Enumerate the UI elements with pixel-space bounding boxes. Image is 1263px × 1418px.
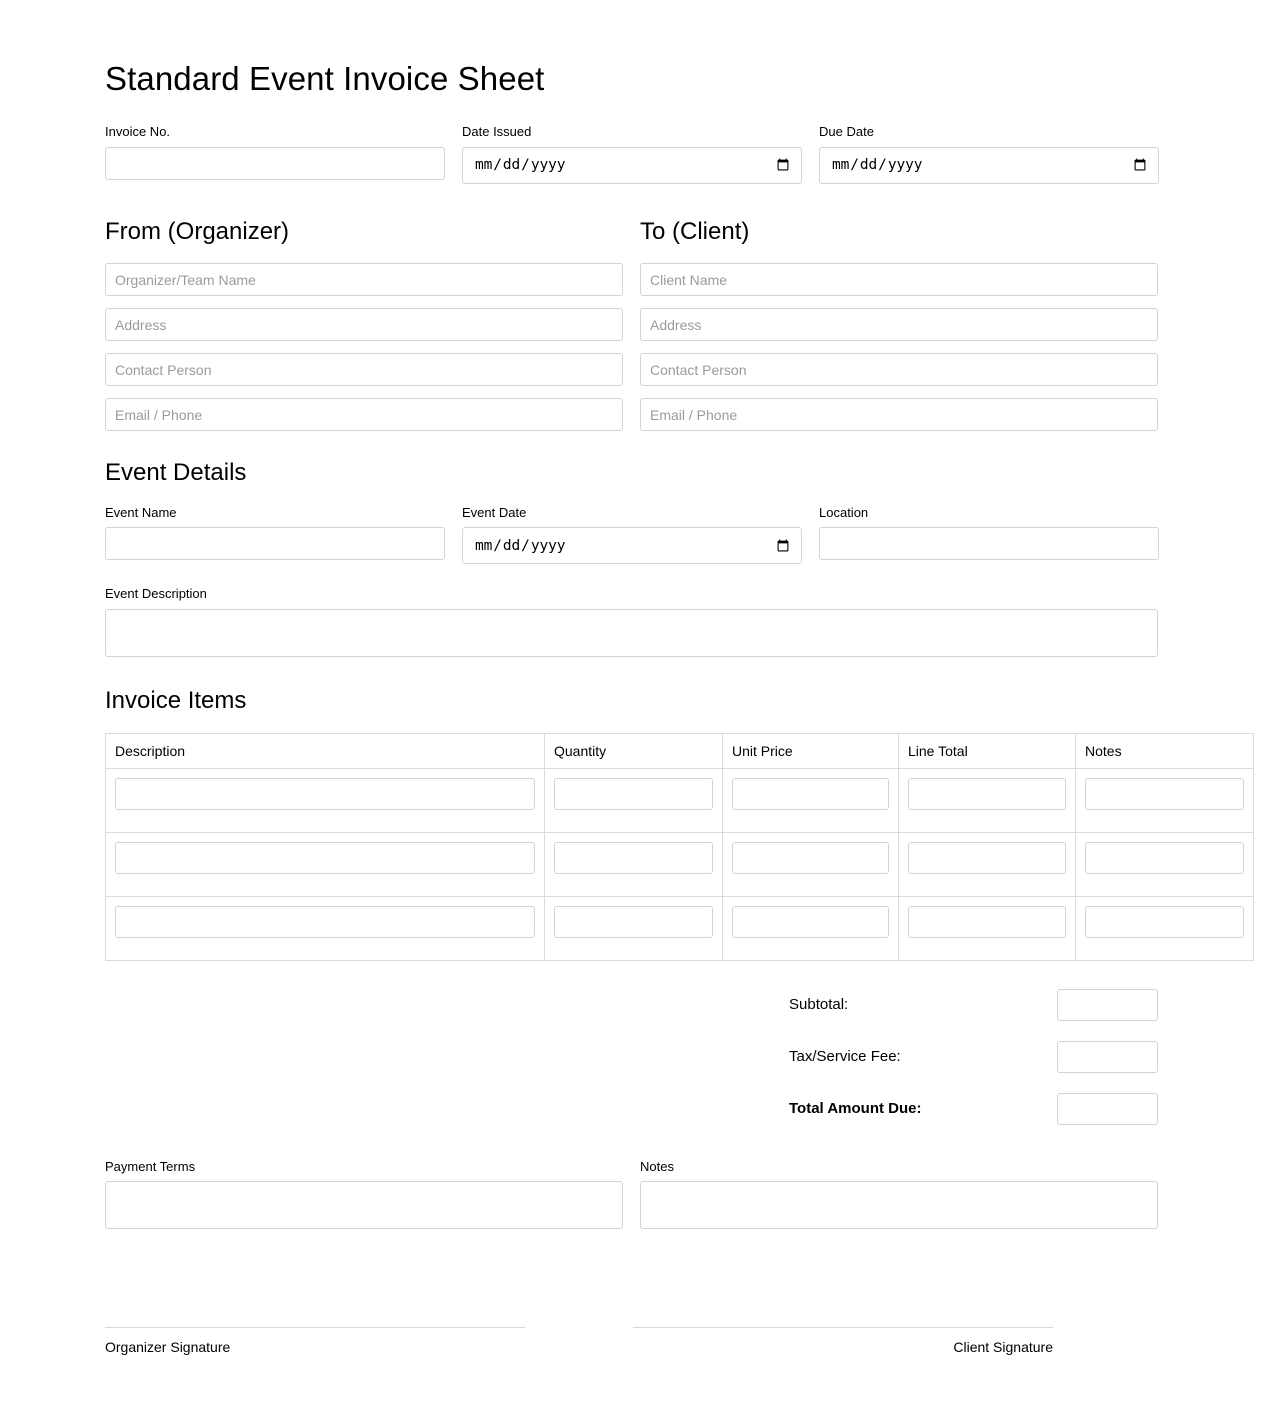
invoice-sheet <box>105 60 1158 1356</box>
organizer-signature-block <box>105 1327 525 1356</box>
cell-unit-price <box>723 832 899 896</box>
location-input[interactable] <box>819 527 1159 560</box>
cell-notes <box>1076 768 1254 832</box>
item-quantity-input[interactable] <box>554 906 713 938</box>
column-header-notes: Notes <box>1076 733 1254 768</box>
location-label: Location <box>819 504 869 520</box>
item-notes-input[interactable] <box>1085 906 1244 938</box>
total-amount-due-label: Total Amount Due: <box>789 1100 922 1117</box>
due-date-field-group <box>819 124 1159 184</box>
total-amount-due-input[interactable] <box>1057 1093 1158 1125</box>
invoice-items-table-body <box>106 768 1254 960</box>
cell-line-total <box>899 896 1076 960</box>
item-description-input[interactable] <box>115 906 535 938</box>
item-quantity-input[interactable] <box>554 842 713 874</box>
subtotal-label: Subtotal: <box>789 996 849 1013</box>
cell-quantity <box>545 768 723 832</box>
cell-quantity <box>545 896 723 960</box>
item-description-input[interactable] <box>115 842 535 874</box>
event-details-heading: Event Details <box>105 459 247 487</box>
subtotal-input[interactable] <box>1057 989 1158 1021</box>
item-quantity-input[interactable] <box>554 778 713 810</box>
subtotal-row <box>105 989 1158 1021</box>
organizer-signature-line[interactable] <box>105 1327 525 1328</box>
event-name-field-group <box>105 505 445 565</box>
item-notes-input[interactable] <box>1085 842 1244 874</box>
date-issued-field-group <box>462 124 802 184</box>
invoice-no-field-group <box>105 124 445 184</box>
item-line-total-input[interactable] <box>908 778 1066 810</box>
organizer-address-input[interactable] <box>105 308 623 341</box>
event-description-field-group <box>105 586 1158 657</box>
event-date-input[interactable] <box>462 527 802 564</box>
invoice-items-heading: Invoice Items <box>105 686 247 714</box>
payment-terms-label: Payment Terms <box>105 1158 196 1174</box>
event-details-row <box>105 505 1158 565</box>
event-date-field-group <box>462 505 802 565</box>
notes-label: Notes <box>640 1158 674 1174</box>
totals-section <box>105 989 1158 1125</box>
payment-terms-textarea[interactable] <box>105 1181 623 1229</box>
invoice-items-table <box>105 733 1254 961</box>
client-email-phone-input[interactable] <box>640 398 1158 431</box>
item-line-total-input[interactable] <box>908 906 1066 938</box>
client-contact-person-input[interactable] <box>640 353 1158 386</box>
due-date-label: Due Date <box>819 123 874 139</box>
event-date-label: Event Date <box>462 504 527 520</box>
date-issued-input[interactable] <box>462 147 802 184</box>
invoice-no-label: Invoice No. <box>105 123 171 139</box>
cell-unit-price <box>723 768 899 832</box>
table-row <box>106 832 1254 896</box>
organizer-name-input[interactable] <box>105 263 623 296</box>
cell-line-total <box>899 768 1076 832</box>
location-field-group <box>819 505 1159 565</box>
invoice-meta-row <box>105 124 1158 184</box>
payment-terms-field-group <box>105 1159 623 1230</box>
item-notes-input[interactable] <box>1085 778 1244 810</box>
client-signature-caption: Client Signature <box>953 1339 1053 1356</box>
parties-row <box>105 218 1158 432</box>
organizer-email-phone-input[interactable] <box>105 398 623 431</box>
client-name-input[interactable] <box>640 263 1158 296</box>
notes-field-group <box>640 1159 1158 1230</box>
client-address-input[interactable] <box>640 308 1158 341</box>
column-header-quantity: Quantity <box>545 733 723 768</box>
table-header-row <box>106 733 1254 768</box>
item-line-total-input[interactable] <box>908 842 1066 874</box>
cell-description <box>106 832 545 896</box>
cell-notes <box>1076 896 1254 960</box>
event-name-label: Event Name <box>105 504 177 520</box>
client-signature-block <box>633 1327 1053 1356</box>
cell-notes <box>1076 832 1254 896</box>
item-unit-price-input[interactable] <box>732 778 889 810</box>
tax-service-fee-label: Tax/Service Fee: <box>789 1048 901 1065</box>
invoice-no-input[interactable] <box>105 147 445 180</box>
date-issued-label: Date Issued <box>462 123 532 139</box>
cell-line-total <box>899 832 1076 896</box>
table-row <box>106 896 1254 960</box>
to-client-section <box>640 218 1158 432</box>
table-row <box>106 768 1254 832</box>
to-client-heading: To (Client) <box>640 217 750 245</box>
event-description-label: Event Description <box>105 586 207 602</box>
item-unit-price-input[interactable] <box>732 906 889 938</box>
column-header-description: Description <box>106 733 545 768</box>
cell-unit-price <box>723 896 899 960</box>
from-organizer-section <box>105 218 623 432</box>
from-organizer-heading: From (Organizer) <box>105 217 290 245</box>
terms-notes-row <box>105 1159 1158 1230</box>
page-title: Standard Event Invoice Sheet <box>105 60 545 97</box>
cell-description <box>106 768 545 832</box>
column-header-unit-price: Unit Price <box>723 733 899 768</box>
item-unit-price-input[interactable] <box>732 842 889 874</box>
column-header-line-total: Line Total <box>899 733 1076 768</box>
tax-service-fee-row <box>105 1041 1158 1073</box>
notes-textarea[interactable] <box>640 1181 1158 1229</box>
cell-description <box>106 896 545 960</box>
client-signature-line[interactable] <box>633 1327 1053 1328</box>
cell-quantity <box>545 832 723 896</box>
tax-service-fee-input[interactable] <box>1057 1041 1158 1073</box>
event-description-textarea[interactable] <box>105 609 1158 657</box>
due-date-input[interactable] <box>819 147 1159 184</box>
invoice-items-table-head <box>106 733 1254 768</box>
total-amount-due-row <box>105 1093 1158 1125</box>
event-name-input[interactable] <box>105 527 445 560</box>
organizer-contact-person-input[interactable] <box>105 353 623 386</box>
item-description-input[interactable] <box>115 778 535 810</box>
signature-row <box>105 1327 1158 1356</box>
organizer-signature-caption: Organizer Signature <box>105 1339 231 1356</box>
